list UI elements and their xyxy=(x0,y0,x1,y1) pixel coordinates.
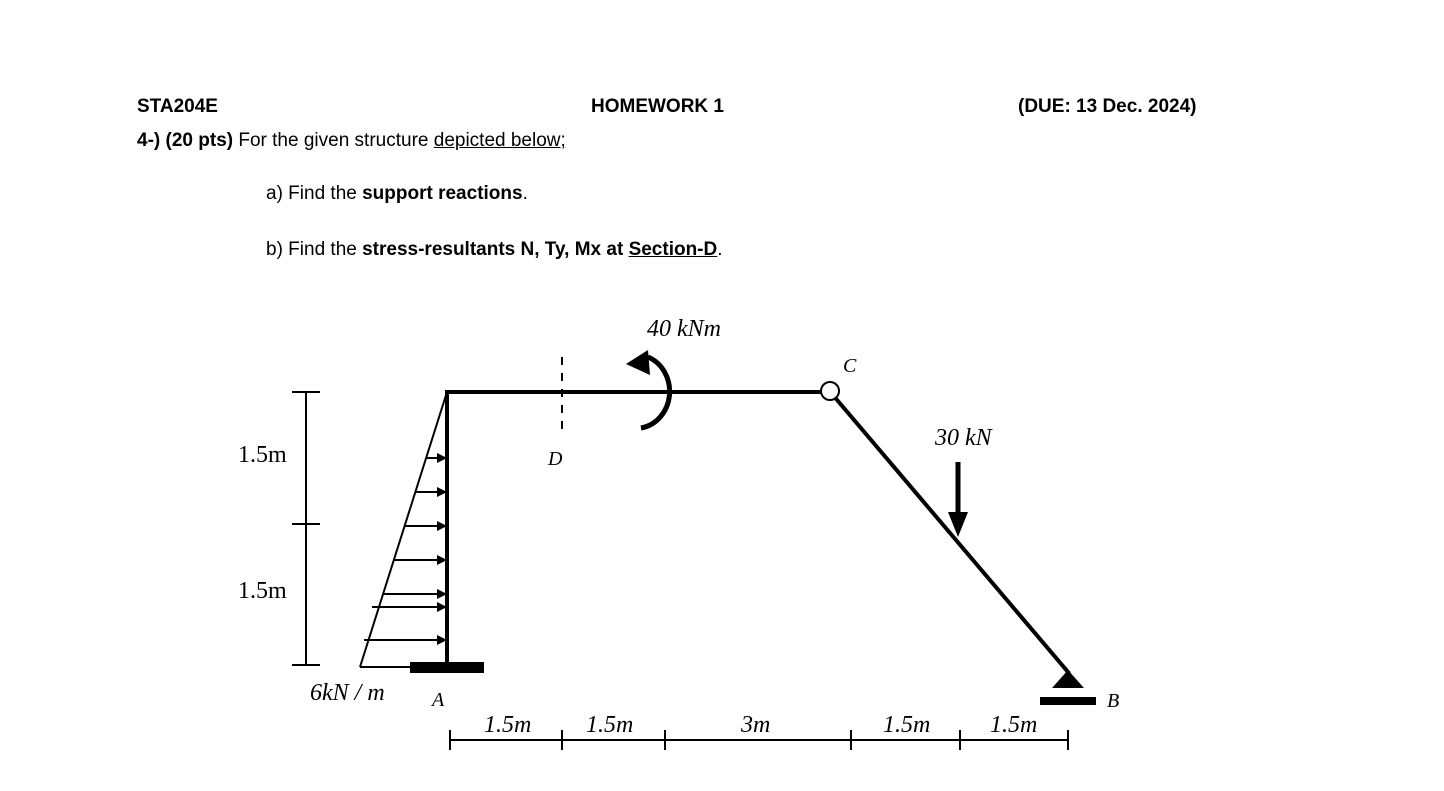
span-label: 1.5m xyxy=(484,712,532,738)
node-a-label: A xyxy=(432,689,445,711)
part-b-section: Section-D xyxy=(628,239,718,260)
question-points: (20 pts) xyxy=(165,130,234,151)
part-b-prefix: b) Find the xyxy=(266,239,357,260)
question-number: 4-) xyxy=(137,130,161,151)
span-label: 1.5m xyxy=(883,712,931,738)
due-date: (DUE: 13 Dec. 2024) xyxy=(1018,96,1197,117)
fixed-support-a xyxy=(410,662,484,673)
pin-support-b xyxy=(1040,670,1096,705)
question-intro: For the given structure xyxy=(238,130,429,151)
height-upper-label: 1.5m xyxy=(238,442,287,468)
part-a-bold: support reactions xyxy=(362,183,523,204)
hinge-c xyxy=(821,382,839,400)
distributed-load xyxy=(360,392,447,667)
part-a-prefix: a) Find the xyxy=(266,183,357,204)
node-b-label: B xyxy=(1107,690,1120,712)
moment-label: 40 kNm xyxy=(647,316,721,342)
part-a-suffix: . xyxy=(522,183,528,204)
span-label: 3m xyxy=(741,712,771,738)
point-load-label: 30 kN xyxy=(935,425,992,451)
height-lower-label: 1.5m xyxy=(238,578,287,604)
homework-title: HOMEWORK 1 xyxy=(591,96,724,117)
height-dimension xyxy=(292,392,320,665)
moment-arrow xyxy=(626,350,670,428)
section-d-label: D xyxy=(548,448,563,470)
node-c-label: C xyxy=(843,355,857,377)
part-b-suffix: . xyxy=(717,239,723,260)
course-code: STA204E xyxy=(137,96,218,117)
span-label: 1.5m xyxy=(586,712,634,738)
distributed-load-label: 6kN / m xyxy=(310,680,385,706)
part-b-bold: stress-resultants N, Ty, Mx at xyxy=(362,239,624,260)
question-intro-underlined: depicted below; xyxy=(433,130,566,151)
point-load xyxy=(948,462,968,537)
span-label: 1.5m xyxy=(990,712,1038,738)
